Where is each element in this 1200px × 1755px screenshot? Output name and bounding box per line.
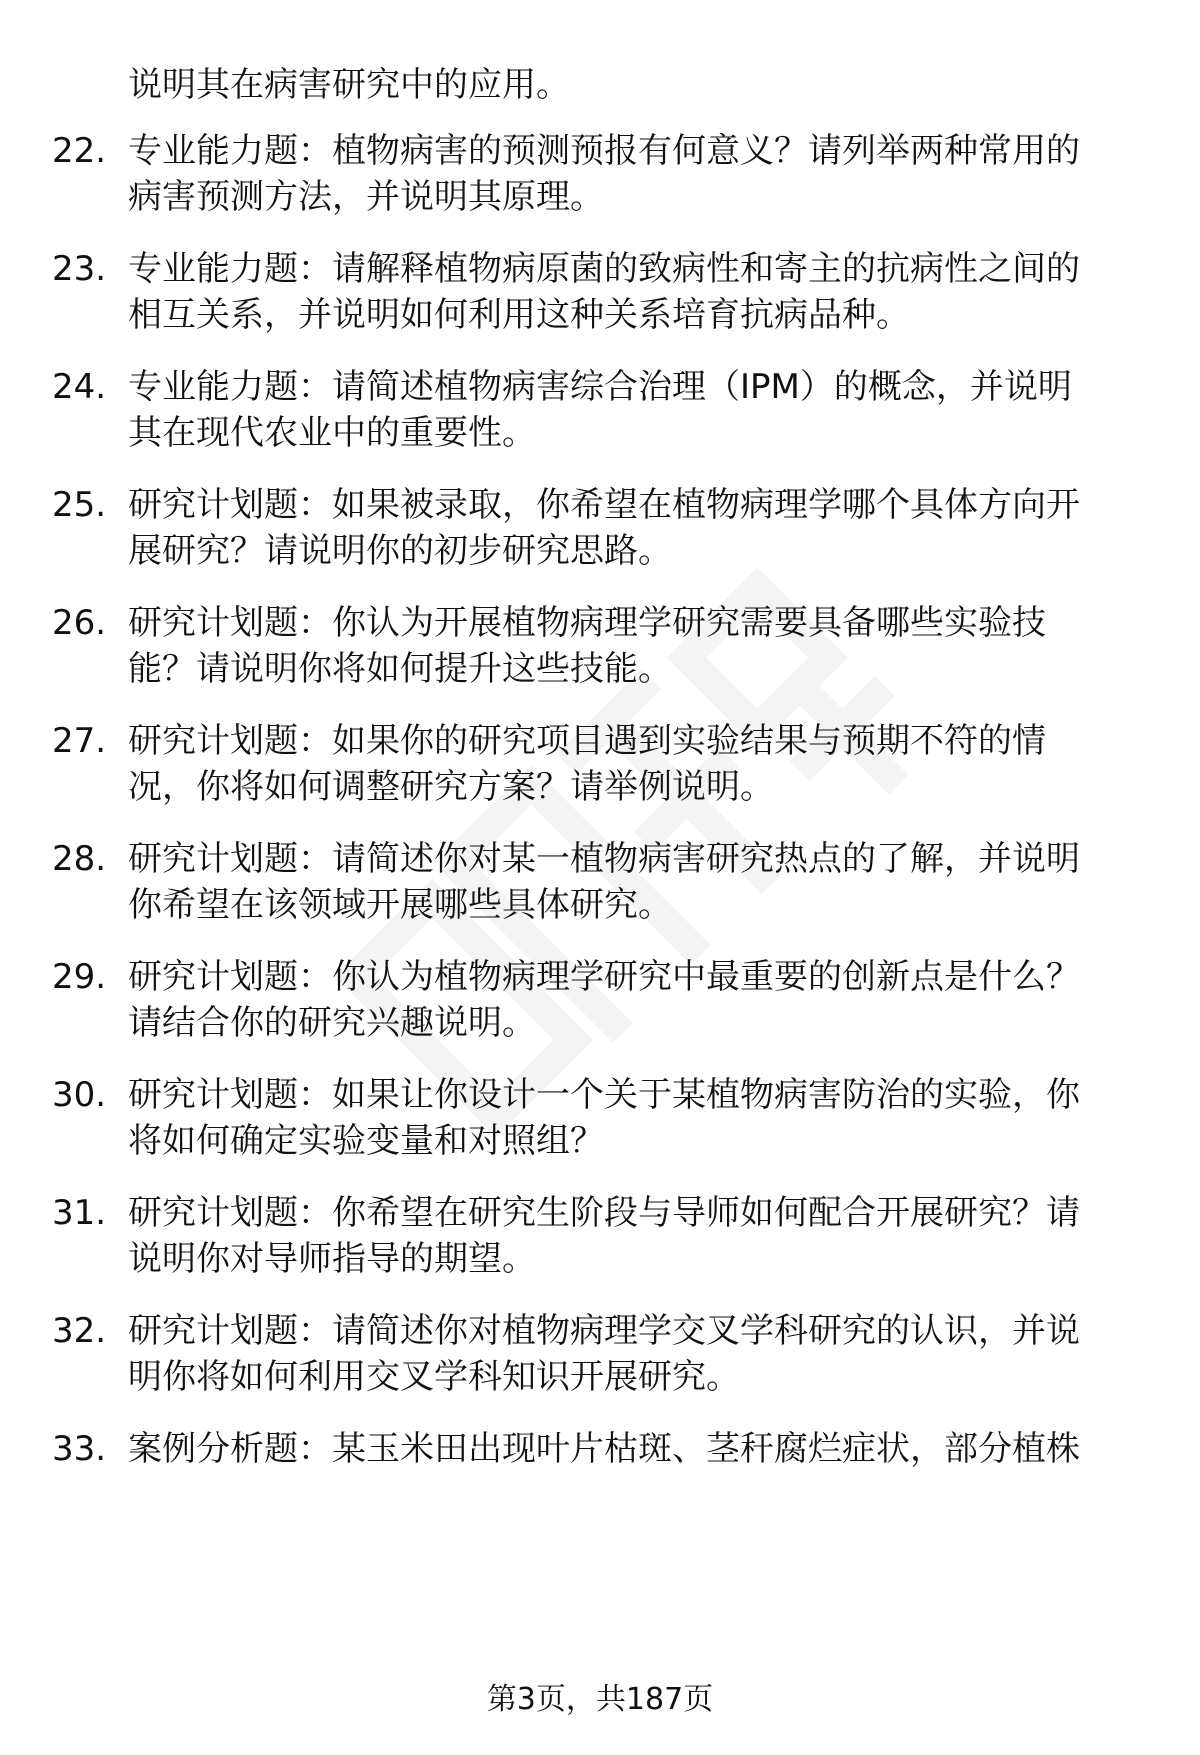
question-text [128,246,1128,338]
question-number: 24. [52,367,107,407]
question-text-line: 展研究？请说明你的初步研究思路。 [128,531,672,571]
question-number: 26. [52,603,107,643]
question-text [128,482,1128,574]
question-text-line: 你希望在该领域开展哪些具体研究。 [128,885,672,925]
question-text [128,364,1128,456]
question-number: 28. [52,839,107,879]
question-text-line: 病害预测方法，并说明其原理。 [128,177,604,217]
question-number: 31. [52,1193,107,1233]
question-text [128,836,1128,928]
question-text-line: 案例分析题：某玉米田出现叶片枯斑、茎秆腐烂症状，部分植株 [128,1429,1080,1469]
question-number: 27. [52,721,107,761]
question-text-line: 说明你对导师指导的期望。 [128,1239,536,1279]
question-text-line: 请结合你的研究兴趣说明。 [128,1003,536,1043]
question-text-line: 专业能力题：植物病害的预测预报有何意义？请列举两种常用的 [128,131,1080,171]
question-text-line: 相互关系，并说明如何利用这种关系培育抗病品种。 [128,295,910,335]
question-text-line: 研究计划题：你认为植物病理学研究中最重要的创新点是什么？ [128,957,1080,997]
question-text-line: 研究计划题：请简述你对植物病理学交叉学科研究的认识，并说 [128,1311,1080,1351]
question-number: 30. [52,1075,107,1115]
question-text-line: 能？请说明你将如何提升这些技能。 [128,649,672,689]
question-text-line: 研究计划题：你认为开展植物病理学研究需要具备哪些实验技 [128,603,1046,643]
question-text-line: 专业能力题：请解释植物病原菌的致病性和寄主的抗病性之间的 [128,249,1080,289]
question-text [128,718,1128,810]
question-text [128,1072,1128,1164]
question-number: 29. [52,957,107,997]
question-text-line: 明你将如何利用交叉学科知识开展研究。 [128,1357,740,1397]
question-number: 32. [52,1311,107,1351]
question-text-line: 研究计划题：你希望在研究生阶段与导师如何配合开展研究？请 [128,1193,1080,1233]
question-text-line: 研究计划题：如果你的研究项目遇到实验结果与预期不符的情 [128,721,1046,761]
question-number: 25. [52,485,107,525]
question-text-line: 况，你将如何调整研究方案？请举例说明。 [128,767,774,807]
question-text [128,954,1128,1046]
question-number: 22. [52,131,107,171]
question-text-line: 研究计划题：如果被录取，你希望在植物病理学哪个具体方向开 [128,485,1080,525]
question-text [128,600,1128,692]
question-text [128,1190,1128,1282]
question-number: 23. [52,249,107,289]
question-number: 33. [52,1429,107,1469]
question-text-line: 研究计划题：请简述你对某一植物病害研究热点的了解，并说明 [128,839,1080,879]
continued-question-text: 说明其在病害研究中的应用。 [128,65,570,105]
question-text [128,1308,1128,1400]
page-footer: 第3页，共187页 [486,1682,714,1717]
question-text-line: 专业能力题：请简述植物病害综合治理（IPM）的概念，并说明 [128,367,1072,407]
question-text [128,1426,1128,1472]
question-text-line: 研究计划题：如果让你设计一个关于某植物病害防治的实验，你 [128,1075,1080,1115]
question-text-line: 其在现代农业中的重要性。 [128,413,536,453]
question-text-line: 将如何确定实验变量和对照组？ [128,1121,604,1161]
question-text [128,128,1128,220]
